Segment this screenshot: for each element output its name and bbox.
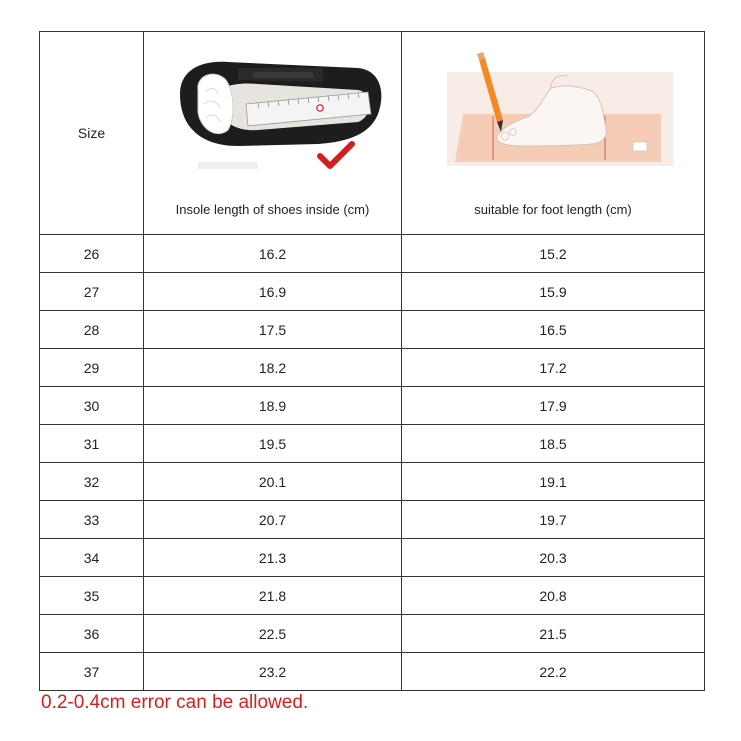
size-chart-table [39,31,705,691]
table-row [40,235,705,273]
shoe-insole-ruler-image [158,32,388,182]
cell-insole: 16.9 [144,273,402,311]
cell-foot: 17.2 [402,349,705,387]
table-row [40,653,705,691]
table-row [40,577,705,615]
cell-foot: 15.9 [402,273,705,311]
table-row [40,311,705,349]
table-row [40,615,705,653]
cell-size: 34 [40,539,144,577]
foot-tracing-pencil-image [433,32,673,182]
header-insole-cell [144,32,402,235]
cell-foot: 19.7 [402,501,705,539]
cell-size: 30 [40,387,144,425]
cell-size: 26 [40,235,144,273]
table-row [40,273,705,311]
cell-insole: 18.9 [144,387,402,425]
header-foot-cell [402,32,705,235]
error-tolerance-note: 0.2-0.4cm error can be allowed. [41,692,309,713]
cell-size: 33 [40,501,144,539]
cell-size: 27 [40,273,144,311]
cell-size: 32 [40,463,144,501]
cell-size: 28 [40,311,144,349]
cell-insole: 17.5 [144,311,402,349]
cell-insole: 18.2 [144,349,402,387]
table-row [40,387,705,425]
table-row [40,425,705,463]
cell-insole: 20.7 [144,501,402,539]
table-header-row [40,32,705,235]
cell-insole: 19.5 [144,425,402,463]
header-insole: Insole length of shoes inside (cm) [175,202,370,217]
cell-foot: 20.8 [402,577,705,615]
cell-foot: 21.5 [402,615,705,653]
cell-size: 31 [40,425,144,463]
cell-foot: 20.3 [402,539,705,577]
cell-size: 29 [40,349,144,387]
cell-foot: 22.2 [402,653,705,691]
table-row [40,463,705,501]
cell-foot: 16.5 [402,311,705,349]
cell-insole: 22.5 [144,615,402,653]
cell-insole: 21.3 [144,539,402,577]
cell-foot: 17.9 [402,387,705,425]
header-size: Size [40,32,144,235]
header-foot: suitable for foot length (cm) [474,202,632,217]
cell-size: 35 [40,577,144,615]
cell-insole: 20.1 [144,463,402,501]
cell-foot: 18.5 [402,425,705,463]
cell-insole: 23.2 [144,653,402,691]
table-row [40,539,705,577]
cell-insole: 16.2 [144,235,402,273]
cell-insole: 21.8 [144,577,402,615]
cell-size: 36 [40,615,144,653]
cell-foot: 19.1 [402,463,705,501]
cell-foot: 15.2 [402,235,705,273]
table-row [40,349,705,387]
table-row [40,501,705,539]
cell-size: 37 [40,653,144,691]
